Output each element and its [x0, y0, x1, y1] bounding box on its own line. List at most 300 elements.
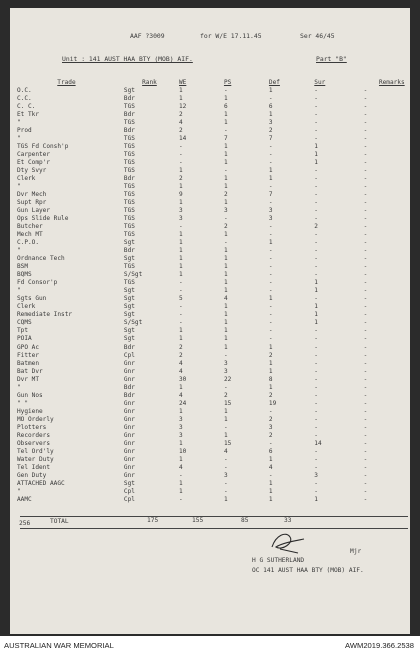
cell-trade: " — [17, 247, 21, 255]
cell-sur: - — [314, 479, 318, 487]
table-row — [17, 111, 420, 119]
cell-ps: - — [223, 87, 228, 94]
cell-remarks: - — [363, 447, 368, 455]
cell-rank: Bdr — [123, 383, 135, 391]
cell-trade: BSM — [17, 263, 29, 271]
cell-ps: 1 — [223, 143, 228, 151]
cell-rank: Sgt — [123, 479, 135, 487]
cell-remarks: - — [363, 351, 368, 359]
cell-trade: Remediate Instr — [17, 311, 73, 319]
cell-rank: TGS — [123, 143, 135, 151]
cell-sur: - — [314, 175, 318, 183]
cell-def: - — [268, 95, 273, 103]
cell-we: - — [178, 311, 183, 319]
cell-sur: 2 — [314, 223, 318, 231]
cell-def: - — [268, 159, 273, 167]
table-row — [17, 464, 420, 472]
table-row — [17, 392, 420, 400]
table-row — [17, 183, 420, 191]
cell-remarks: - — [363, 295, 368, 303]
cell-sur: - — [314, 247, 318, 255]
table-row — [17, 119, 420, 127]
table-row — [17, 440, 420, 448]
cell-rank: Gnr — [123, 415, 135, 423]
cell-remarks: - — [363, 471, 368, 479]
cell-rank: Sgt — [123, 327, 135, 335]
cell-ps: 1 — [223, 255, 228, 263]
cell-sur: - — [314, 239, 318, 247]
cell-def: - — [268, 199, 273, 207]
cell-rank: Gnr — [123, 359, 135, 367]
cell-we: 1 — [178, 183, 183, 191]
cell-sur: - — [314, 367, 318, 375]
cell-def: 3 — [268, 423, 273, 431]
totals-prefix: 256 — [19, 520, 31, 527]
cell-ps: - — [223, 423, 228, 431]
cell-sur: 1 — [314, 287, 318, 295]
table-row — [17, 95, 420, 103]
cell-rank: Sgt — [123, 87, 135, 94]
cell-trade: POIA — [17, 335, 32, 343]
cell-def: - — [268, 471, 273, 479]
cell-def: 2 — [268, 351, 273, 359]
cell-def: 1 — [268, 295, 273, 303]
cell-trade: GPO Ac — [17, 343, 40, 351]
cell-def: - — [268, 183, 273, 191]
cell-trade: Fd Consor'p — [17, 279, 58, 287]
cell-remarks: - — [363, 151, 368, 159]
cell-ps: 1 — [223, 151, 228, 159]
cell-def: - — [268, 143, 273, 151]
cell-remarks: - — [363, 263, 368, 271]
cell-def: - — [268, 255, 273, 263]
cell-def: - — [268, 263, 273, 271]
cell-rank: Bdr — [123, 247, 135, 255]
table-row — [17, 384, 420, 392]
cell-sur: - — [314, 295, 318, 303]
cell-we: 1 — [178, 87, 183, 94]
cell-we: 2 — [178, 351, 183, 359]
cell-rank: Bdr — [123, 343, 135, 351]
cell-ps: - — [223, 215, 228, 223]
cell-trade: Sgts Gun — [17, 295, 47, 303]
footer-accession: AWM2019.366.2538 — [345, 641, 414, 650]
cell-ps: 1 — [223, 271, 228, 279]
cell-ps: 1 — [223, 319, 228, 327]
cell-remarks: - — [363, 191, 368, 199]
cell-sur: - — [314, 183, 318, 191]
cell-remarks: - — [363, 383, 368, 391]
cell-remarks: - — [363, 375, 368, 383]
cell-ps: 1 — [223, 95, 228, 103]
cell-rank: TGS — [123, 103, 135, 111]
cell-remarks: - — [363, 343, 368, 351]
cell-ps: 1 — [223, 231, 228, 239]
cell-trade: Plotters — [17, 423, 47, 431]
cell-we: 24 — [178, 399, 187, 407]
cell-sur: 1 — [314, 319, 318, 327]
cell-sur: 1 — [314, 495, 318, 503]
table-row — [17, 191, 420, 199]
cell-rank: Sgt — [123, 239, 135, 247]
column-header-we: WE — [178, 78, 187, 86]
cell-remarks: - — [363, 231, 368, 239]
table-row — [17, 151, 420, 159]
cell-ps: 1 — [223, 407, 228, 415]
cell-we: - — [178, 471, 183, 479]
cell-def: - — [268, 231, 273, 239]
cell-def: 1 — [268, 383, 273, 391]
cell-we: 1 — [178, 199, 183, 207]
table-row — [17, 360, 420, 368]
table-row — [17, 239, 420, 247]
cell-ps: - — [223, 351, 228, 359]
cell-sur: - — [314, 87, 318, 94]
cell-we: 1 — [178, 407, 183, 415]
cell-we: 1 — [178, 271, 183, 279]
cell-rank: TGS — [123, 167, 135, 175]
cell-ps: 2 — [223, 223, 228, 231]
cell-we: 4 — [178, 367, 183, 375]
cell-rank: Sgt — [123, 255, 135, 263]
cell-def: 3 — [268, 207, 273, 215]
table-row — [17, 215, 420, 223]
cell-we: 1 — [178, 231, 183, 239]
cell-rank: TGS — [123, 231, 135, 239]
cell-ps: 3 — [223, 207, 228, 215]
cell-remarks: - — [363, 439, 368, 447]
cell-sur: - — [314, 255, 318, 263]
cell-def: 1 — [268, 111, 273, 119]
cell-sur: - — [314, 487, 318, 495]
cell-ps: - — [223, 127, 228, 135]
table-row — [17, 295, 420, 303]
signatory-rank: Mjr — [350, 548, 362, 555]
cell-remarks: - — [363, 415, 368, 423]
cell-ps: 3 — [223, 367, 228, 375]
cell-rank: Gnr — [123, 407, 135, 415]
cell-def: - — [268, 287, 273, 295]
cell-def: 6 — [268, 103, 273, 111]
cell-ps: 1 — [223, 247, 228, 255]
cell-trade: Bat Dvr — [17, 367, 43, 375]
footer-bar — [0, 636, 420, 653]
cell-ps: 2 — [223, 391, 228, 399]
cell-ps: 4 — [223, 447, 228, 455]
table-row — [17, 344, 420, 352]
cell-ps: 22 — [223, 375, 232, 383]
table-row — [17, 199, 420, 207]
table-row — [17, 87, 420, 95]
cell-def: 1 — [268, 367, 273, 375]
cell-def: - — [268, 151, 273, 159]
cell-trade: Recorders — [17, 431, 51, 439]
cell-we: 1 — [178, 167, 183, 175]
table-row — [17, 448, 420, 456]
cell-we: 2 — [178, 343, 183, 351]
cell-sur: - — [314, 199, 318, 207]
cell-rank: TGS — [123, 135, 135, 143]
cell-we: - — [178, 159, 183, 167]
cell-we: 9 — [178, 191, 183, 199]
cell-remarks: - — [363, 239, 368, 247]
cell-we: 12 — [178, 103, 187, 111]
cell-ps: 1 — [223, 287, 228, 295]
cell-trade: Ops Slide Rule — [17, 215, 69, 223]
cell-trade: Dvr Mech — [17, 191, 47, 199]
cell-rank: Gnr — [123, 455, 135, 463]
cell-we: 1 — [178, 455, 183, 463]
cell-ps: - — [223, 455, 228, 463]
cell-trade: Mech MT — [17, 231, 43, 239]
cell-rank: Gnr — [123, 423, 135, 431]
cell-remarks: - — [363, 95, 368, 103]
cell-we: - — [178, 319, 183, 327]
cell-ps: 3 — [223, 359, 228, 367]
cell-sur: - — [314, 455, 318, 463]
cell-we: 1 — [178, 479, 183, 487]
cell-we: 2 — [178, 175, 183, 183]
column-header-trade: Trade — [57, 78, 76, 86]
cell-trade: Dty Svyr — [17, 167, 47, 175]
cell-trade: Butcher — [17, 223, 43, 231]
cell-rank: TGS — [123, 151, 135, 159]
cell-remarks: - — [363, 399, 368, 407]
cell-sur: - — [314, 327, 318, 335]
cell-rank: Gnr — [123, 399, 135, 407]
cell-sur: - — [314, 447, 318, 455]
cell-def: - — [268, 271, 273, 279]
cell-remarks: - — [363, 207, 368, 215]
cell-sur: - — [314, 95, 318, 103]
cell-ps: 3 — [223, 471, 228, 479]
cell-ps: 1 — [223, 175, 228, 183]
cell-remarks: - — [363, 103, 368, 111]
cell-rank: Cpl — [123, 351, 135, 359]
cell-we: - — [178, 143, 183, 151]
cell-rank: TGS — [123, 279, 135, 287]
cell-ps: - — [223, 479, 228, 487]
cell-def: 1 — [268, 495, 273, 503]
cell-we: 4 — [178, 463, 183, 471]
cell-sur: - — [314, 407, 318, 415]
cell-def: 3 — [268, 215, 273, 223]
cell-ps: 1 — [223, 303, 228, 311]
cell-we: - — [178, 223, 183, 231]
cell-remarks: - — [363, 183, 368, 191]
cell-def: - — [268, 223, 273, 231]
table-row — [17, 408, 420, 416]
cell-ps: 1 — [223, 199, 228, 207]
table-row — [17, 207, 420, 215]
cell-def: 2 — [268, 415, 273, 423]
cell-rank: TGS — [123, 159, 135, 167]
cell-remarks: - — [363, 255, 368, 263]
column-header-ps: PS — [223, 78, 232, 86]
table-row — [17, 103, 420, 111]
table-row — [17, 303, 420, 311]
cell-trade: Et Comp'r — [17, 159, 51, 167]
table-row — [17, 159, 420, 167]
cell-remarks: - — [363, 247, 368, 255]
cell-ps: 15 — [223, 439, 232, 447]
footer-source: AUSTRALIAN WAR MEMORIAL — [4, 641, 114, 650]
cell-we: - — [178, 287, 183, 295]
cell-we: - — [178, 495, 183, 503]
cell-rank: Gnr — [123, 471, 135, 479]
cell-ps: 1 — [223, 119, 228, 127]
cell-remarks: - — [363, 367, 368, 375]
cell-def: - — [268, 279, 273, 287]
cell-ps: 1 — [223, 415, 228, 423]
cell-def: 6 — [268, 447, 273, 455]
cell-sur: - — [314, 463, 318, 471]
cell-trade: C.P.O. — [17, 239, 40, 247]
cell-sur: - — [314, 343, 318, 351]
cell-we: 2 — [178, 111, 183, 119]
cell-trade: Prod — [17, 127, 32, 135]
cell-rank: TGS — [123, 183, 135, 191]
cell-remarks: - — [363, 327, 368, 335]
cell-trade: BQMS — [17, 271, 32, 279]
cell-we: - — [178, 151, 183, 159]
cell-sur: 14 — [314, 439, 322, 447]
cell-we: - — [178, 279, 183, 287]
cell-trade: " — [17, 135, 21, 143]
cell-we: 1 — [178, 335, 183, 343]
cell-rank: TGS — [123, 119, 135, 127]
table-row — [17, 311, 420, 319]
cell-sur: - — [314, 359, 318, 367]
cell-remarks: - — [363, 215, 368, 223]
cell-sur: - — [314, 103, 318, 111]
handwritten-signature — [268, 529, 308, 555]
cell-remarks: - — [363, 127, 368, 135]
cell-rank: S/Sgt — [123, 319, 143, 327]
cell-we: 5 — [178, 295, 183, 303]
cell-sur: - — [314, 215, 318, 223]
cell-remarks: - — [363, 119, 368, 127]
cell-sur: 1 — [314, 151, 318, 159]
cell-trade: Tel Ord'ly — [17, 447, 54, 455]
cell-def: 7 — [268, 191, 273, 199]
roster-body — [17, 87, 420, 504]
cell-we: 4 — [178, 391, 183, 399]
cell-def: - — [268, 327, 273, 335]
cell-remarks: - — [363, 463, 368, 471]
cell-def: 1 — [268, 343, 273, 351]
cell-def: 7 — [268, 135, 273, 143]
total-ps: 155 — [192, 517, 204, 524]
cell-sur: - — [314, 167, 318, 175]
cell-trade: TGS Fd Consh'p — [17, 143, 69, 151]
cell-def: 19 — [268, 399, 277, 407]
cell-remarks: - — [363, 407, 368, 415]
cell-rank: Bdr — [123, 391, 135, 399]
table-row — [17, 352, 420, 360]
table-row — [17, 472, 420, 480]
cell-trade: Ordnance Tech — [17, 255, 65, 263]
cell-remarks: - — [363, 423, 368, 431]
cell-trade: Clerk — [17, 175, 36, 183]
table-row — [17, 424, 420, 432]
document-reference: AAF ?3009 — [130, 32, 165, 40]
document-period: for W/E 17.11.45 — [200, 32, 262, 40]
cell-sur: - — [314, 263, 318, 271]
cell-ps: - — [223, 167, 228, 175]
cell-def: 8 — [268, 375, 273, 383]
roster-table — [17, 78, 420, 504]
cell-def: 4 — [268, 463, 273, 471]
cell-ps: 1 — [223, 159, 228, 167]
table-row — [17, 287, 420, 295]
cell-rank: Sgt — [123, 303, 135, 311]
cell-sur: - — [314, 271, 318, 279]
cell-ps: 1 — [223, 279, 228, 287]
cell-ps: - — [223, 383, 228, 391]
table-row — [17, 416, 420, 424]
cell-remarks: - — [363, 487, 368, 495]
cell-we: 1 — [178, 255, 183, 263]
totals-underline — [20, 528, 408, 529]
table-row — [17, 175, 420, 183]
cell-we: 1 — [178, 95, 183, 103]
table-row — [17, 496, 420, 504]
cell-trade: C.C. — [17, 95, 32, 103]
cell-remarks: - — [363, 479, 368, 487]
cell-we: 2 — [178, 127, 183, 135]
cell-we: 14 — [178, 135, 187, 143]
cell-trade: ATTACHED AAGC — [17, 479, 65, 487]
cell-trade: Water Duty — [17, 455, 54, 463]
document-serial: Ser 46/45 — [300, 32, 335, 40]
cell-rank: Cpl — [123, 495, 135, 503]
cell-trade: Gun Layer — [17, 207, 51, 215]
cell-sur: - — [314, 399, 318, 407]
table-row — [17, 319, 420, 327]
cell-def: 2 — [268, 431, 273, 439]
cell-ps: 1 — [223, 263, 228, 271]
cell-remarks: - — [363, 159, 368, 167]
cell-sur: - — [314, 135, 318, 143]
cell-we: 1 — [178, 247, 183, 255]
cell-rank: Gnr — [123, 431, 135, 439]
cell-def: - — [268, 311, 273, 319]
cell-ps: 1 — [223, 495, 228, 503]
cell-remarks: - — [363, 319, 368, 327]
cell-ps: 1 — [223, 111, 228, 119]
cell-we: 3 — [178, 431, 183, 439]
cell-def: 2 — [268, 127, 273, 135]
cell-rank: TGS — [123, 199, 135, 207]
cell-rank: Bdr — [123, 95, 135, 103]
cell-sur: - — [314, 127, 318, 135]
cell-rank: Sgt — [123, 295, 135, 303]
cell-remarks: - — [363, 495, 368, 503]
cell-we: 3 — [178, 215, 183, 223]
cell-def: - — [268, 303, 273, 311]
cell-ps: - — [223, 487, 228, 495]
cell-rank: Bdr — [123, 127, 135, 135]
cell-remarks: - — [363, 431, 368, 439]
cell-trade: MO Orderly — [17, 415, 54, 423]
cell-sur: - — [314, 191, 318, 199]
cell-remarks: - — [363, 303, 368, 311]
cell-def: 1 — [268, 487, 273, 495]
column-header-remarks: Remarks — [378, 78, 405, 86]
cell-rank: Gnr — [123, 367, 135, 375]
cell-trade: " — [17, 183, 21, 191]
